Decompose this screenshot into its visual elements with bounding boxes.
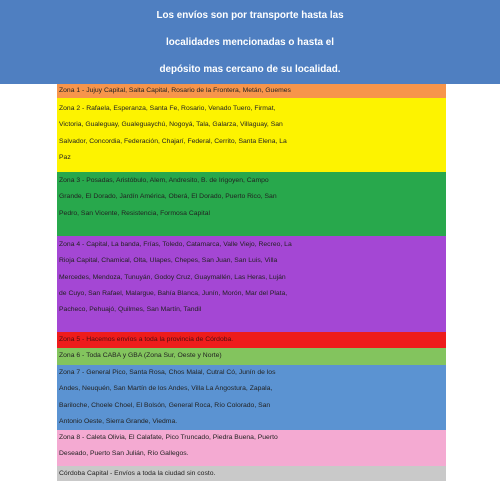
zone-3-line: Grande, El Dorado, Jardín América, Oberá, El Dorado, Puerto Rico, San (59, 193, 277, 201)
zone-5-line: Zona 5 - Hacemos envíos a toda la provincia de Córdoba. (59, 336, 234, 343)
zone-4-line: Pacheco, Pehuajó, Quilmes, San Martín, Tandil (59, 306, 202, 314)
zone-4-line: Rioja Capital, Chamical, Olta, Ulapes, Chepes, San Juan, San Luis, Villa (59, 257, 278, 265)
header-line-3: depósito mas cercano de su localidad. (159, 64, 341, 75)
cordoba-capital-line: Córdoba Capital - Envíos a toda la ciudad sin costo. (59, 470, 216, 477)
zone-7-line: Antonio Oeste, Sierra Grande, Viedma. (59, 417, 178, 425)
zone-8-line: Deseado, Puerto San Julián, Río Gallegos. (59, 450, 189, 458)
zone-2-line: Zona 2 - Rafaela, Esperanza, Santa Fe, Rosario, Venado Tuero, Firmat, (59, 105, 276, 112)
header-line-2: localidades mencionadas o hasta el (166, 37, 334, 48)
shipping-notice-header (0, 0, 500, 84)
cordoba-capital-band (57, 466, 446, 481)
zone-6-band (57, 348, 446, 365)
zone-3-line: Zona 3 - Posadas, Aristóbulo, Alem, Andresito, B. de Irigoyen, Campo (59, 177, 269, 184)
zone-7-band (57, 365, 446, 430)
zone-1-band (57, 84, 446, 98)
shipping-zones-list (57, 84, 446, 481)
zone-6-line: Zona 6 - Toda CABA y GBA (Zona Sur, Oeste y Norte) (59, 352, 222, 359)
zone-7-line: Andes, Neuquén, San Martín de los Andes, Villa La Angostura, Zapala, (59, 385, 273, 393)
zone-3-line: Pedro, San Vicente, Resistencia, Formosa Capital (59, 209, 210, 217)
zone-7-line: Bariloche, Choele Choel, El Bolsón, General Roca, Río Colorado, San (59, 401, 271, 409)
zone-4-line: de Cuyo, San Rafael, Malargue, Bahía Blanca, Junín, Morón, Mar del Plata, (59, 289, 288, 297)
zone-2-band (57, 98, 446, 172)
zone-3-band (57, 172, 446, 236)
zone-4-line: Mercedes, Mendoza, Tunuyán, Godoy Cruz, Guaymallén, Las Heras, Luján (59, 273, 286, 281)
header-line-1: Los envíos son por transporte hasta las (156, 10, 344, 21)
zone-8-band (57, 430, 446, 466)
zone-2-line: Victoria, Gualeguay, Gualeguaychú, Nogoyá, Tala, Galarza, Villaguay, San (59, 121, 283, 129)
zone-2-line: Paz (59, 153, 71, 161)
zone-8-line: Zona 8 - Caleta Olivia, El Calafate, Pico Truncado, Piedra Buena, Puerto (59, 434, 278, 441)
zone-4-band (57, 236, 446, 332)
zone-2-line: Salvador, Concordia, Federación, Chajarí, Federal, Cerrito, Santa Elena, La (59, 137, 287, 145)
zone-5-band (57, 332, 446, 348)
zone-1-line: Zona 1 - Jujuy Capital, Salta Capital, Rosario de la Frontera, Metán, Guemes (59, 87, 291, 94)
zone-4-line: Zona 4 - Capital, La banda, Frías, Toledo, Catamarca, Valle Viejo, Recreo, La (59, 241, 292, 248)
zone-7-line: Zona 7 - General Pico, Santa Rosa, Chos Malal, Cutral Có, Junín de los (59, 369, 276, 376)
